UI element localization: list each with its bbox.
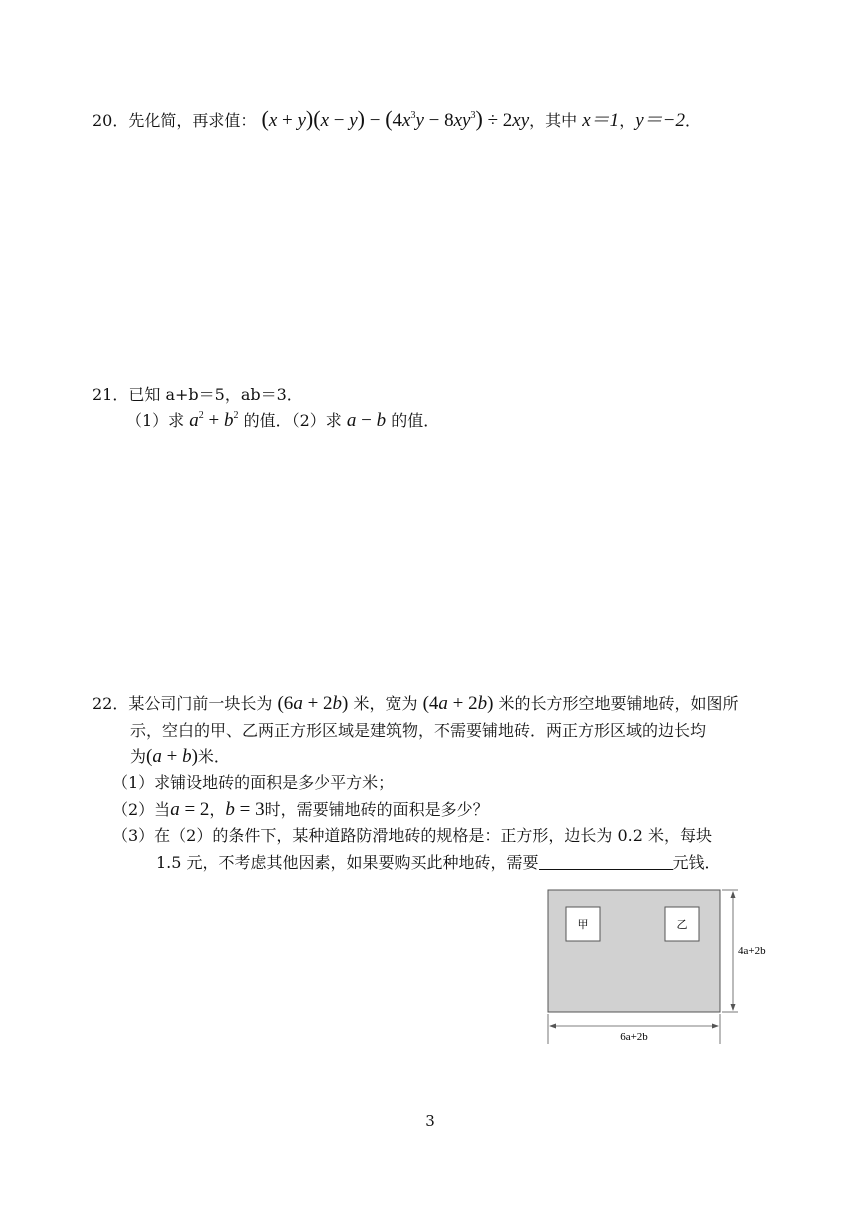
q21-part2-expression: a − b <box>346 410 387 431</box>
q21-part2-lead: （2）求 <box>291 411 342 430</box>
width-arrow-left <box>549 1024 556 1029</box>
question-22-line1 <box>92 693 739 715</box>
label-jia: 甲 <box>577 919 589 931</box>
q22-sub3-text-a: （3）在（2）的条件下，某种道路防滑地砖的规格是：正方形，边长为 0.2 米，每块 <box>112 826 712 845</box>
lot-figure <box>538 882 778 1046</box>
q22-width-expression: (4a + 2b) <box>422 693 494 714</box>
q21-given: 已知 a+b＝5，ab＝3． <box>128 385 303 404</box>
answer-blank[interactable] <box>539 855 673 870</box>
height-arrow-down <box>731 1004 736 1011</box>
width-label: 6a+2b <box>620 1031 648 1043</box>
q22-length-expression: (6a + 2b) <box>277 693 349 714</box>
q20-expression: $(x + y)(x - y) - (4x^3y - 8xy^3) \div 2xy$ <box>261 106 530 131</box>
q22-a-value: a = 2 <box>170 799 210 820</box>
q22-sub2-lead: （2）当 <box>112 800 171 819</box>
q22-sub2-comma: ， <box>209 800 226 819</box>
question-22-sub1 <box>112 772 394 794</box>
question-22-sub3-line2 <box>156 852 721 874</box>
q22-text-line3b: 米． <box>197 747 230 766</box>
q22-number: 22． <box>92 694 129 713</box>
q22-sub3-text-c: 元钱． <box>672 853 721 872</box>
height-arrow-up <box>731 891 736 898</box>
q20-number: 20． <box>92 111 129 130</box>
q21-part1-lead: （1）求 <box>126 411 185 430</box>
question-20 <box>92 108 701 132</box>
q22-sub3-text-b: 1.5 元，不考虑其他因素，如果要购买此种地砖，需要 <box>156 853 539 872</box>
q22-text-line2: 示，空白的甲、乙两正方形区域是建筑物，不需要铺地砖．两正方形区域的边长均 <box>130 721 707 740</box>
q22-text-a: 某公司门前一块长为 <box>128 694 273 713</box>
q21-part1-expression: $a^2 + b^2$ <box>189 410 239 431</box>
q22-b-value: b = 3 <box>225 799 265 820</box>
q22-sub2-tail: 时，需要铺地砖的面积是多少？ <box>264 800 489 819</box>
q21-number: 21． <box>92 385 129 404</box>
question-22-line3 <box>130 746 230 768</box>
q20-y-condition: y＝−2 <box>635 110 685 131</box>
q22-text-c: 米的长方形空地要铺地砖，如图所 <box>498 694 739 713</box>
question-22-sub2 <box>112 799 489 821</box>
q20-lead: 先化简，再求值： <box>128 111 257 130</box>
question-22-line2 <box>130 720 706 742</box>
question-22-sub3-line1 <box>112 825 712 847</box>
q22-side-expression: (a + b) <box>146 746 198 767</box>
q22-sub1-text: （1）求铺设地砖的面积是多少平方米； <box>112 773 395 792</box>
q21-part2-tail: 的值． <box>391 411 440 430</box>
q22-text-line3a: 为 <box>130 747 147 766</box>
q20-comma: ， <box>619 111 636 130</box>
question-21-parts <box>126 410 439 432</box>
page-number: 3 <box>425 1112 435 1130</box>
q20-where: ，其中 <box>529 111 578 130</box>
q21-part1-tail: 的值． <box>243 411 292 430</box>
height-label: 4a+2b <box>738 945 766 957</box>
label-yi: 乙 <box>676 919 688 931</box>
q20-end: ． <box>684 111 701 130</box>
q20-x-condition: x＝1 <box>582 110 620 131</box>
question-21 <box>92 384 303 406</box>
q22-text-b: 米，宽为 <box>353 694 418 713</box>
width-arrow-right <box>712 1024 719 1029</box>
